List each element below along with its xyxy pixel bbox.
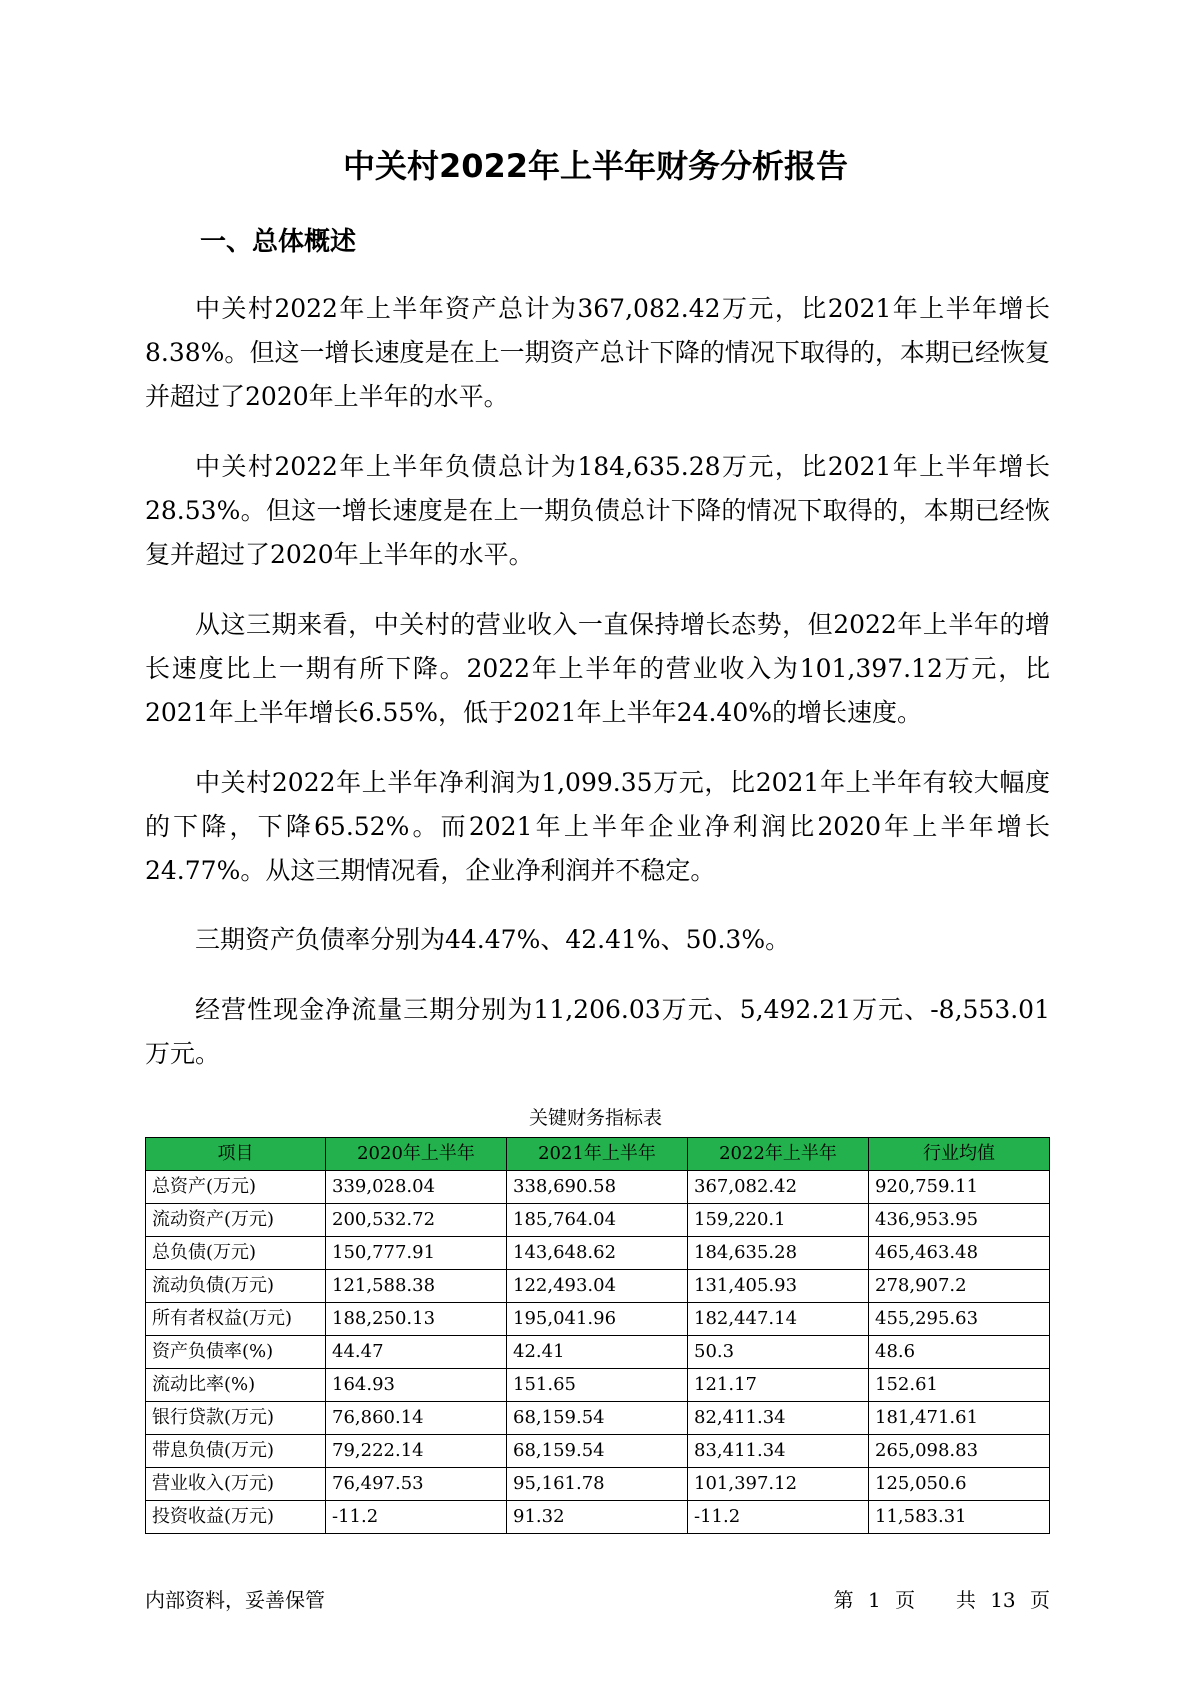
table-cell: 营业收入(万元) [146, 1468, 326, 1501]
table-cell: 367,082.42 [688, 1171, 869, 1204]
table-cell: 143,648.62 [507, 1237, 688, 1270]
table-cell: 76,497.53 [326, 1468, 507, 1501]
table-cell: 182,447.14 [688, 1303, 869, 1336]
table-row [146, 1303, 1050, 1336]
table-cell: 带息负债(万元) [146, 1435, 326, 1468]
table-caption: 关键财务指标表 [528, 1107, 662, 1129]
table-row [146, 1237, 1050, 1270]
table-cell: 91.32 [507, 1501, 688, 1534]
table-row [146, 1402, 1050, 1435]
table-cell: 150,777.91 [326, 1237, 507, 1270]
table-row [146, 1204, 1050, 1237]
table-cell: 68,159.54 [507, 1402, 688, 1435]
table-cell: 总资产(万元) [146, 1171, 326, 1204]
table-cell: 122,493.04 [507, 1270, 688, 1303]
column-header: 2021年上半年 [507, 1138, 688, 1171]
table-cell: 195,041.96 [507, 1303, 688, 1336]
table-cell: 48.6 [869, 1336, 1050, 1369]
table-cell: 265,098.83 [869, 1435, 1050, 1468]
column-header: 2020年上半年 [326, 1138, 507, 1171]
paragraph-assets: 中关村2022年上半年资产总计为367,082.42万元，比2021年上半年增长8.38%。但这一增长速度是在上一期资产总计下降的情况下取得的，本期已经恢复并超过了2020年上半年的水平。 [145, 294, 1050, 411]
table-cell: 121,588.38 [326, 1270, 507, 1303]
table-row [146, 1336, 1050, 1369]
table-cell: 101,397.12 [688, 1468, 869, 1501]
table-cell: 银行贷款(万元) [146, 1402, 326, 1435]
table-cell: 83,411.34 [688, 1435, 869, 1468]
table-cell: 164.93 [326, 1369, 507, 1402]
page-number [834, 1584, 1050, 1613]
table-row [146, 1369, 1050, 1402]
column-header: 行业均值 [869, 1138, 1050, 1171]
table-cell: 188,250.13 [326, 1303, 507, 1336]
table-cell: 42.41 [507, 1336, 688, 1369]
table-cell: 159,220.1 [688, 1204, 869, 1237]
table-cell: 125,050.6 [869, 1468, 1050, 1501]
table-cell: 总负债(万元) [146, 1237, 326, 1270]
table-row [146, 1468, 1050, 1501]
table-cell: 76,860.14 [326, 1402, 507, 1435]
table-cell: 11,583.31 [869, 1501, 1050, 1534]
page-total-prefix: 共 [955, 1588, 976, 1612]
table-cell: 920,759.11 [869, 1171, 1050, 1204]
table-row [146, 1270, 1050, 1303]
page-total: 13 [990, 1588, 1016, 1612]
table-cell: 436,953.95 [869, 1204, 1050, 1237]
table-header-row [146, 1138, 1050, 1171]
table-cell: 所有者权益(万元) [146, 1303, 326, 1336]
key-financial-indicators-table [145, 1137, 1050, 1534]
table-cell: 455,295.63 [869, 1303, 1050, 1336]
table-cell: 流动比率(%) [146, 1369, 326, 1402]
table-cell: 资产负债率(%) [146, 1336, 326, 1369]
table-cell: 95,161.78 [507, 1468, 688, 1501]
table-cell: 流动资产(万元) [146, 1204, 326, 1237]
table-cell: 339,028.04 [326, 1171, 507, 1204]
table-cell: 278,907.2 [869, 1270, 1050, 1303]
table-row [146, 1435, 1050, 1468]
table-cell: 流动负债(万元) [146, 1270, 326, 1303]
table-cell: 121.17 [688, 1369, 869, 1402]
paragraph-revenue: 从这三期来看，中关村的营业收入一直保持增长态势，但2022年上半年的增长速度比上一期有所下降。2022年上半年的营业收入为101,397.12万元，比2021年上半年增长6.55%，低于2021年上半年24.40%的增长速度。 [145, 610, 1050, 727]
table-cell: 151.65 [507, 1369, 688, 1402]
page-prefix: 第 [833, 1588, 854, 1612]
paragraph-debt-ratio: 三期资产负债率分别为44.47%、42.41%、50.3%。 [195, 925, 791, 954]
table-cell: 50.3 [688, 1336, 869, 1369]
table-cell: 79,222.14 [326, 1435, 507, 1468]
table-cell: 181,471.61 [869, 1402, 1050, 1435]
document-title: 中关村2022年上半年财务分析报告 [342, 147, 849, 185]
section-heading: 一、总体概述 [200, 227, 357, 257]
table-cell: 200,532.72 [326, 1204, 507, 1237]
page-suffix: 页 [1030, 1588, 1050, 1612]
table-cell: -11.2 [326, 1501, 507, 1534]
table-cell: 338,690.58 [507, 1171, 688, 1204]
column-header: 2022年上半年 [688, 1138, 869, 1171]
table-cell: 82,411.34 [688, 1402, 869, 1435]
page-mid: 页 [895, 1588, 916, 1612]
table-cell: 185,764.04 [507, 1204, 688, 1237]
table-cell: 44.47 [326, 1336, 507, 1369]
paragraph-liabilities: 中关村2022年上半年负债总计为184,635.28万元，比2021年上半年增长28.53%。但这一增长速度是在上一期负债总计下降的情况下取得的，本期已经恢复并超过了2020年上半年的水平。 [145, 452, 1050, 569]
table-cell: 投资收益(万元) [146, 1501, 326, 1534]
table-cell: 131,405.93 [688, 1270, 869, 1303]
column-header: 项目 [146, 1138, 326, 1171]
table-cell: 152.61 [869, 1369, 1050, 1402]
page-current: 1 [868, 1588, 881, 1612]
table-cell: 465,463.48 [869, 1237, 1050, 1270]
table-cell: 184,635.28 [688, 1237, 869, 1270]
table-row [146, 1171, 1050, 1204]
table-cell: 68,159.54 [507, 1435, 688, 1468]
table-row [146, 1501, 1050, 1534]
footer-confidential-note: 内部资料，妥善保管 [145, 1588, 325, 1612]
table-cell: -11.2 [688, 1501, 869, 1534]
paragraph-net-profit: 中关村2022年上半年净利润为1,099.35万元，比2021年上半年有较大幅度的下降，下降65.52%。而2021年上半年企业净利润比2020年上半年增长24.77%。从这三期情况看，企业净利润并不稳定。 [145, 768, 1050, 885]
paragraph-cash-flow: 经营性现金净流量三期分别为11,206.03万元、5,492.21万元、-8,553.01万元。 [145, 995, 1050, 1068]
